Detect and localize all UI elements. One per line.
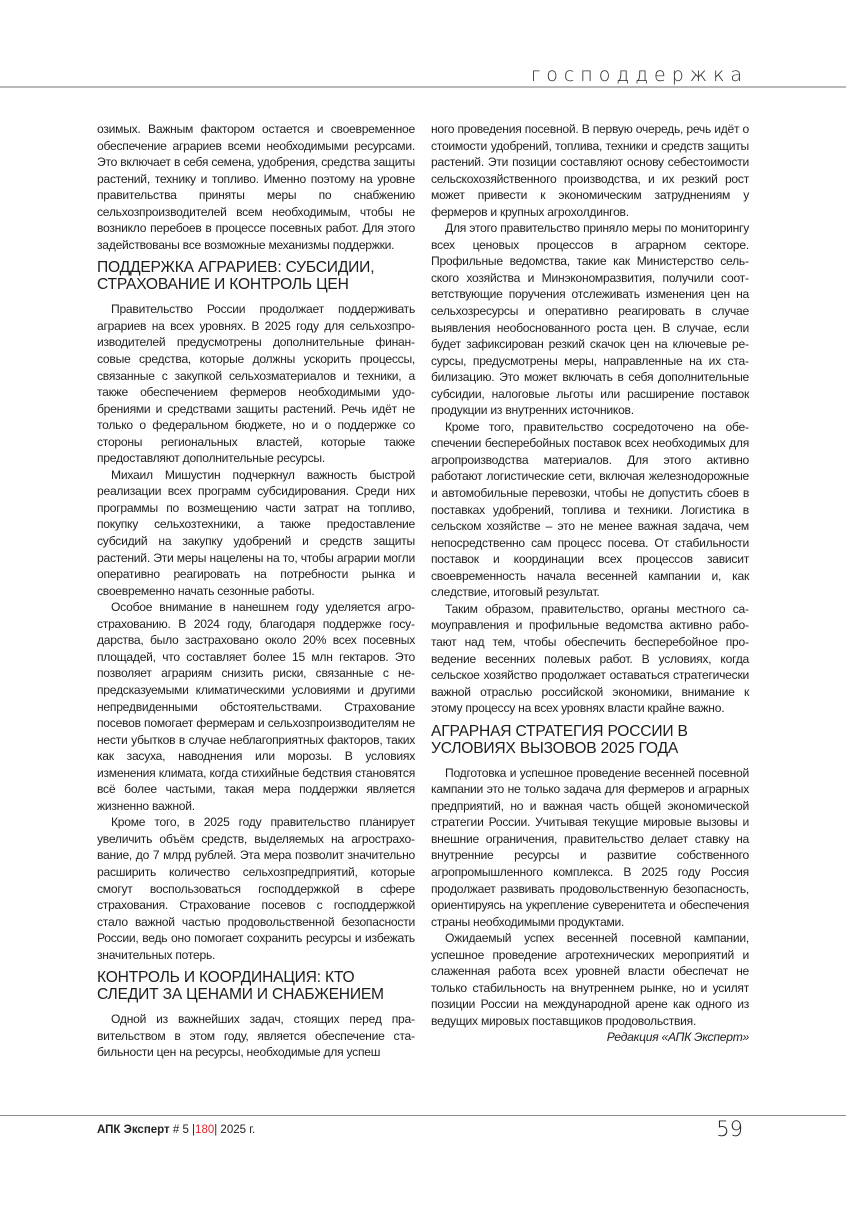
paragraph: Правительство России продолжает поддерживать аграриев на всех уровнях. В 2025 году для сельхозпроизводителей предусмотрены дополнительные финансовые средства, которые должны ускорить процессы, связанные с закупкой сельхозматериалов и техники, а также обеспечением фермеров необходимыми удобрениями и средствами защиты растений. Речь идёт не только о федеральном бюджете, но и о поддержке со стороны региональных властей, которые также предоставляют дополнительные ресурсы.	[97, 302, 415, 466]
issue-prefix: # 5 |	[169, 1124, 196, 1136]
paragraph: Подготовка и успешное проведение весенней посевной кампании это не только задача для фермеров и аграрных предприятий, но и важная часть общей экономической стратегии России. Учитывая текущие мировые вызовы и внешние ограничения, правительство делает ставку на внутренние ресурсы и развитие собственного агропромышленного комплекса. В 2025 году Россия продолжает развивать продовольственную безопасность, ориентируясь на укрепление суверенитета и обеспечения страны необходимыми продуктами.	[431, 765, 749, 929]
header-rule	[0, 86, 846, 88]
paragraph: Одной из важнейших задач, стоящих перед правительством в этом году, является обеспечение стабильности цен на ресурсы, необходимые для успеш	[97, 1012, 415, 1060]
footer-issue-info	[97, 1124, 255, 1136]
issue-total-number: 180	[195, 1124, 215, 1136]
paragraph: Кроме того, в 2025 году правительство планирует увеличить объём средств, выделяемых на агрострахование, до 7 млрд рублей. Эта мера позволит значительно расширить количество сельхозпредприятий, которые смогут воспользоваться господдержкой в сфере страхования. Страхование посевов с господдержкой стало важной частью продовольственной безопасности России, ведь оно помогает сохранить ресурсы и избежать значительных потерь.	[97, 815, 415, 962]
paragraph: Особое внимание в нанешнем году уделяется агрострахованию. В 2024 году, благодаря поддержке государства, было застраховано около 20% всех посевных площадей, что составляет более 15 млн гектаров. Это позволяет аграриям снизить риски, связанные с непредсказуемыми климатическими условиями и другими непредвиденными обстоятельствами. Страхование посевов помогает фермерам и сельхозпроизводителям не нести убытков в случае неблагоприятных факторов, таких как засуха, наводнения или морозы. В условиях изменения климата, когда стихийные бедствия становятся всё более частыми, такая мера поддержки является жизненно важной.	[97, 600, 415, 813]
paragraph: Кроме того, правительство сосредоточено на обеспечении бесперебойных поставок всех необходимых для агропроизводства материалов. Для этого активно работают логистические сети, включая железнодорожные и автомобильные перевозки, чтобы не допустить сбоев в поставках удобрений, топлива и техники. Логистика в сельском хозяйстве – это не менее важная задача, чем непосредственно сам процесс посева. От стабильности поставок и координации всех процессов зависит своевременность начала весенней кампании и, как следствие, итоговый результат.	[431, 419, 749, 600]
issue-suffix: | 2025 г.	[214, 1124, 256, 1136]
paragraph: озимых. Важным фактором остается и своевременное обеспечение аграриев всеми необходимыми ресурсами. Это включает в себя семена, удобрения, средства защиты растений, технику и топливо. Именно поэтому на уровне правительства приняты меры по снабжению сельхозпроизводителей всем необходимым, чтобы не возникло перебоев в процессе посевных работ. Для этого задействованы все возможные механизмы поддержки.	[97, 122, 415, 252]
paragraph: Михаил Мишустин подчеркнул важность быстрой реализации всех программ субсидирования. Среди них программы по возмещению части затрат на топливо, покупку сельхозтехники, а также предоставление субсидий на закупку удобрений и средств защиты растений. Эти меры нацелены на то, чтобы аграрии могли оперативно реагировать на потребности рынка и своевременно начать сезонные работы.	[97, 467, 415, 598]
signature: Редакция «АПК Эксперт»	[606, 1030, 749, 1045]
right-column	[431, 121, 749, 1046]
section-heading: КОНТРОЛЬ И КООРДИНАЦИЯ: КТО СЛЕДИТ ЗА ЦЕНАМИ И СНАБЖЕНИЕМ	[97, 969, 384, 1004]
paragraph: ного проведения посевной. В первую очередь, речь идёт о стоимости удобрений, топлива, техники и средств защиты растений. Эти позиции составляют основу себестоимости сельскохозяйственного производства, и их резкий рост может привести к экономическим затруднениям у фермеров и крупных агрохолдингов.	[431, 122, 749, 219]
section-heading: ПОДДЕРЖКА АГРАРИЕВ: СУБСИДИИ, СТРАХОВАНИЕ И КОНТРОЛЬ ЦЕН	[97, 259, 375, 294]
page-number: 59	[716, 1117, 743, 1141]
section-heading: АГРАРНАЯ СТРАТЕГИЯ РОССИИ В УСЛОВИЯХ ВЫЗОВОВ 2025 ГОДА	[431, 722, 688, 757]
magazine-name: АПК Эксперт	[97, 1124, 170, 1136]
paragraph: Для этого правительство приняло меры по мониторингу всех ценовых процессов в аграрном секторе. Профильные ведомства, такие как Министерство сельского хозяйства и Минэкономразвития, получили соответствующие поручения отслеживать изменения цен на сельхозресурсы и оперативно реагировать в случае выявления необоснованного роста цен. В случае, если будет зафиксирован резкий скачок цен на ключевые ресурсы, предусмотрены меры, направленные на их стабилизацию. Это может включать в себя дополнительные субсидии, налоговые льготы или расширение поставок продукции из внутренних источников.	[431, 221, 749, 418]
paragraph: Ожидаемый успех весенней посевной кампании, успешное проведение агротехнических мероприятий и слаженная работа всех уровней власти обеспечат не только стабильность на внутреннем рынке, но и усилят позиции России на международной арене как одного из ведущих мировых поставщиков продовольствия.	[431, 931, 749, 1028]
section-tag: господдержка	[530, 64, 748, 86]
left-column	[97, 121, 415, 1061]
paragraph: Таким образом, правительство, органы местного самоуправления и профильные ведомства активно работают над тем, чтобы обеспечить бесперебойное проведение весенних полевых работ. В условиях, когда сельское хозяйство продолжает оставаться стратегически важной отраслью российской экономики, внимание к этому процессу на всех уровнях власти крайне важно.	[431, 601, 749, 716]
footer-rule	[0, 1115, 846, 1116]
